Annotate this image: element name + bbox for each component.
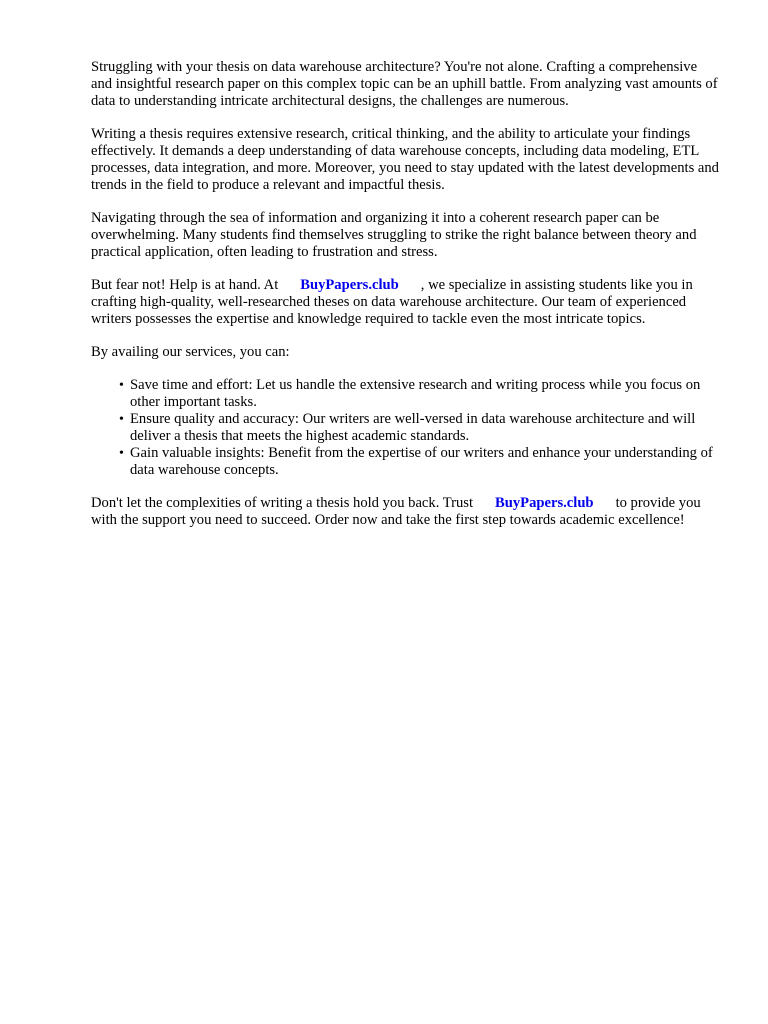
document-body [91, 59, 721, 545]
help-paragraph [91, 277, 721, 328]
intro-paragraph: Struggling with your thesis on data warehouse architecture? You're not alone. Crafting a comprehensive and insightful research paper on this complex topic can be an uphill battle. From analyzing vast amounts of data to understanding intricate architectural designs, the challenges are numerous. [91, 59, 718, 109]
closing-text-before: Don't let the complexities of writing a thesis hold you back. Trust [91, 495, 474, 511]
list-item-text: Save time and effort: Let us handle the extensive research and writing process while you focus on other important tasks. [130, 377, 701, 410]
challenges-paragraph: Navigating through the sea of information and organizing it into a coherent research paper can be overwhelming. Many students find themselves struggling to strike the right balance between theory and practical application, often leading to frustration and stress. [91, 210, 697, 260]
bullet-icon: • [119, 446, 124, 461]
services-intro: By availing our services, you can: [91, 344, 290, 360]
help-text-after: , we specialize in assisting students like you in crafting high-quality, well-researched theses on data warehouse architecture. Our team of experienced writers possesses the expertise and knowledge required to tackle even the most intricate topics. [91, 277, 693, 327]
buypapers-link[interactable]: BuyPapers.club [300, 277, 399, 293]
bullet-icon: • [119, 378, 124, 393]
services-list [91, 377, 721, 479]
requirements-paragraph: Writing a thesis requires extensive research, critical thinking, and the ability to articulate your findings effectively. It demands a deep understanding of data warehouse concepts, including data modeling, ETL processes, data integration, and more. Moreover, you need to stay updated with the latest developments and trends in the field to produce a relevant and impactful thesis. [91, 126, 719, 193]
list-item [121, 445, 721, 479]
closing-paragraph [91, 495, 721, 529]
list-item-text: Gain valuable insights: Benefit from the expertise of our writers and enhance your understanding of data warehouse concepts. [130, 445, 713, 478]
buypapers-link[interactable]: BuyPapers.club [495, 495, 594, 511]
list-item-text: Ensure quality and accuracy: Our writers are well-versed in data warehouse architecture and will deliver a thesis that meets the highest academic standards. [130, 411, 696, 444]
list-item [121, 411, 721, 445]
closing-text-after: to provide you with the support you need to succeed. Order now and take the first step towards academic excellence! [91, 495, 701, 528]
help-text-before: But fear not! Help is at hand. At [91, 277, 279, 293]
list-item [121, 377, 721, 411]
bullet-icon: • [119, 412, 124, 427]
